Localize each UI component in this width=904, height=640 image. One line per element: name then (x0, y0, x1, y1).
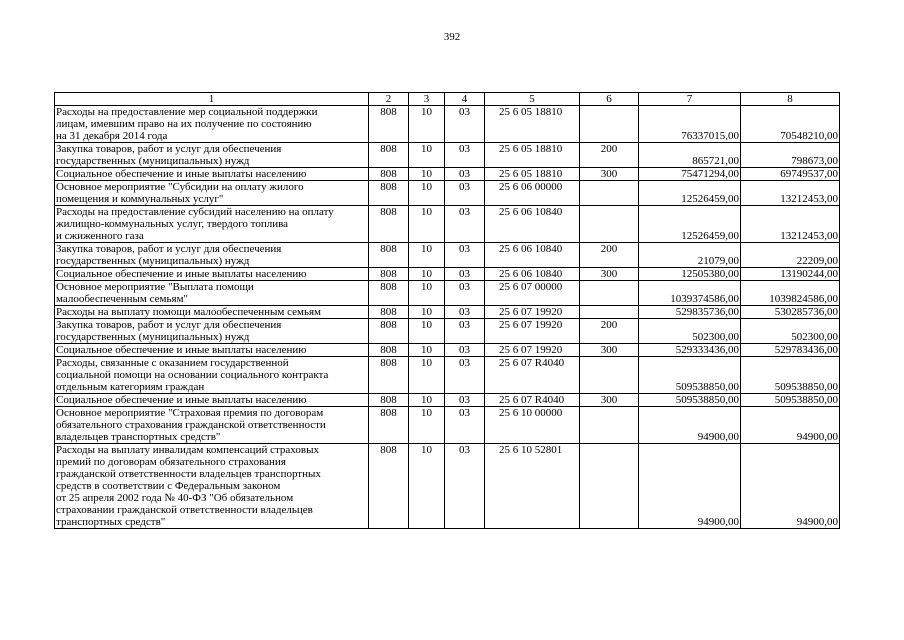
table-row (55, 319, 840, 344)
expense-name-cell: Расходы, связанные с оказанием государственной социальной помощи на основании социального контракта отдельным категориям граждан (55, 357, 369, 394)
expense-type-cell: 200 (580, 143, 639, 168)
expense-type-cell: 200 (580, 319, 639, 344)
table-row (55, 143, 840, 168)
amount-year2-cell: 798673,00 (741, 143, 840, 168)
header-cell: 3 (409, 93, 445, 106)
section-code-cell: 10 (409, 143, 445, 168)
amount-year2-cell: 509538850,00 (741, 357, 840, 394)
table-row (55, 407, 840, 444)
expense-name-cell: Расходы на предоставление субсидий населению на оплату жилищно-коммунальных услуг, твердого топлива и сжиженного газа (55, 206, 369, 243)
amount-year2-cell: 94900,00 (741, 444, 840, 529)
grbs-code-cell: 808 (369, 181, 409, 206)
table-row (55, 268, 840, 281)
amount-year2-cell: 69749537,00 (741, 168, 840, 181)
subsection-code-cell: 03 (445, 394, 485, 407)
target-article-cell: 25 6 10 00000 (485, 407, 580, 444)
amount-year1-cell: 12526459,00 (639, 206, 741, 243)
amount-year1-cell: 12526459,00 (639, 181, 741, 206)
subsection-code-cell: 03 (445, 319, 485, 344)
expense-name-cell: Социальное обеспечение и иные выплаты населению (55, 268, 369, 281)
subsection-code-cell: 03 (445, 281, 485, 306)
table-row (55, 106, 840, 143)
expense-type-cell (580, 206, 639, 243)
table-row (55, 206, 840, 243)
section-code-cell: 10 (409, 168, 445, 181)
table-row (55, 281, 840, 306)
grbs-code-cell: 808 (369, 143, 409, 168)
target-article-cell: 25 6 06 00000 (485, 181, 580, 206)
amount-year1-cell: 529333436,00 (639, 344, 741, 357)
subsection-code-cell: 03 (445, 444, 485, 529)
header-cell: 4 (445, 93, 485, 106)
target-article-cell: 25 6 06 10840 (485, 243, 580, 268)
grbs-code-cell: 808 (369, 268, 409, 281)
expense-type-cell: 300 (580, 344, 639, 357)
target-article-cell: 25 6 07 19920 (485, 319, 580, 344)
grbs-code-cell: 808 (369, 168, 409, 181)
expense-name-cell: Закупка товаров, работ и услуг для обеспечения государственных (муниципальных) нужд (55, 143, 369, 168)
amount-year1-cell: 76337015,00 (639, 106, 741, 143)
header-cell: 1 (55, 93, 369, 106)
table-row (55, 243, 840, 268)
grbs-code-cell: 808 (369, 407, 409, 444)
section-code-cell: 10 (409, 181, 445, 206)
subsection-code-cell: 03 (445, 106, 485, 143)
amount-year2-cell: 94900,00 (741, 407, 840, 444)
section-code-cell: 10 (409, 357, 445, 394)
expense-name-cell: Основное мероприятие "Страховая премия по договорам обязательного страхования гражданской ответственности владельцев транспортных средств" (55, 407, 369, 444)
budget-table (54, 92, 840, 529)
section-code-cell: 10 (409, 407, 445, 444)
table-row (55, 394, 840, 407)
expense-name-cell: Расходы на выплату помощи малообеспеченным семьям (55, 306, 369, 319)
grbs-code-cell: 808 (369, 444, 409, 529)
amount-year2-cell: 13212453,00 (741, 206, 840, 243)
expense-name-cell: Социальное обеспечение и иные выплаты населению (55, 394, 369, 407)
subsection-code-cell: 03 (445, 357, 485, 394)
subsection-code-cell: 03 (445, 407, 485, 444)
expense-name-cell: Социальное обеспечение и иные выплаты населению (55, 344, 369, 357)
expense-name-cell: Социальное обеспечение и иные выплаты населению (55, 168, 369, 181)
grbs-code-cell: 808 (369, 306, 409, 319)
target-article-cell: 25 6 06 10840 (485, 206, 580, 243)
grbs-code-cell: 808 (369, 243, 409, 268)
subsection-code-cell: 03 (445, 181, 485, 206)
amount-year1-cell: 529835736,00 (639, 306, 741, 319)
section-code-cell: 10 (409, 106, 445, 143)
expense-type-cell: 300 (580, 168, 639, 181)
header-cell: 2 (369, 93, 409, 106)
grbs-code-cell: 808 (369, 319, 409, 344)
subsection-code-cell: 03 (445, 306, 485, 319)
section-code-cell: 10 (409, 306, 445, 319)
target-article-cell: 25 6 05 18810 (485, 106, 580, 143)
amount-year2-cell: 70548210,00 (741, 106, 840, 143)
expense-name-cell: Закупка товаров, работ и услуг для обеспечения государственных (муниципальных) нужд (55, 243, 369, 268)
expense-type-cell (580, 306, 639, 319)
section-code-cell: 10 (409, 206, 445, 243)
amount-year1-cell: 75471294,00 (639, 168, 741, 181)
section-code-cell: 10 (409, 268, 445, 281)
grbs-code-cell: 808 (369, 106, 409, 143)
target-article-cell: 25 6 07 R4040 (485, 357, 580, 394)
subsection-code-cell: 03 (445, 268, 485, 281)
table-row (55, 344, 840, 357)
amount-year2-cell: 529783436,00 (741, 344, 840, 357)
table-header-row (55, 93, 840, 106)
amount-year1-cell: 865721,00 (639, 143, 741, 168)
grbs-code-cell: 808 (369, 206, 409, 243)
target-article-cell: 25 6 07 00000 (485, 281, 580, 306)
table-row (55, 444, 840, 529)
expense-type-cell: 300 (580, 394, 639, 407)
amount-year1-cell: 94900,00 (639, 444, 741, 529)
grbs-code-cell: 808 (369, 357, 409, 394)
target-article-cell: 25 6 07 19920 (485, 306, 580, 319)
section-code-cell: 10 (409, 344, 445, 357)
section-code-cell: 10 (409, 243, 445, 268)
section-code-cell: 10 (409, 444, 445, 529)
amount-year2-cell: 530285736,00 (741, 306, 840, 319)
section-code-cell: 10 (409, 394, 445, 407)
header-cell: 5 (485, 93, 580, 106)
amount-year2-cell: 13190244,00 (741, 268, 840, 281)
expense-name-cell: Основное мероприятие "Субсидии на оплату жилого помещения и коммунальных услуг" (55, 181, 369, 206)
page-number: 392 (443, 31, 461, 43)
expense-name-cell: Расходы на выплату инвалидам компенсаций страховых премий по договорам обязательного страхования гражданской ответственности владельцев транспортных средств в соответствии с Федеральным законом от 25 апреля 2002 года № 40-ФЗ "Об обязательном страховании гражданской ответственности владельцев транспортных средств" (55, 444, 369, 529)
amount-year1-cell: 12505380,00 (639, 268, 741, 281)
amount-year1-cell: 21079,00 (639, 243, 741, 268)
expense-type-cell: 300 (580, 268, 639, 281)
amount-year2-cell: 509538850,00 (741, 394, 840, 407)
expense-type-cell (580, 181, 639, 206)
target-article-cell: 25 6 06 10840 (485, 268, 580, 281)
expense-type-cell (580, 106, 639, 143)
expense-type-cell (580, 281, 639, 306)
target-article-cell: 25 6 07 19920 (485, 344, 580, 357)
amount-year1-cell: 1039374586,00 (639, 281, 741, 306)
expense-name-cell: Расходы на предоставление мер социальной поддержки лицам, имевшим право на их получение по состоянию на 31 декабря 2014 года (55, 106, 369, 143)
section-code-cell: 10 (409, 281, 445, 306)
amount-year1-cell: 502300,00 (639, 319, 741, 344)
subsection-code-cell: 03 (445, 344, 485, 357)
table-row (55, 181, 840, 206)
target-article-cell: 25 6 05 18810 (485, 143, 580, 168)
subsection-code-cell: 03 (445, 143, 485, 168)
expense-name-cell: Закупка товаров, работ и услуг для обеспечения государственных (муниципальных) нужд (55, 319, 369, 344)
section-code-cell: 10 (409, 319, 445, 344)
target-article-cell: 25 6 05 18810 (485, 168, 580, 181)
amount-year2-cell: 502300,00 (741, 319, 840, 344)
target-article-cell: 25 6 07 R4040 (485, 394, 580, 407)
amount-year1-cell: 509538850,00 (639, 357, 741, 394)
table-row (55, 306, 840, 319)
grbs-code-cell: 808 (369, 344, 409, 357)
amount-year1-cell: 509538850,00 (639, 394, 741, 407)
expense-name-cell: Основное мероприятие "Выплата помощи малообеспеченным семьям" (55, 281, 369, 306)
amount-year1-cell: 94900,00 (639, 407, 741, 444)
expense-type-cell (580, 444, 639, 529)
subsection-code-cell: 03 (445, 243, 485, 268)
header-cell: 8 (741, 93, 840, 106)
table-row (55, 168, 840, 181)
table-row (55, 357, 840, 394)
table-body (55, 106, 840, 529)
amount-year2-cell: 1039824586,00 (741, 281, 840, 306)
expense-type-cell: 200 (580, 243, 639, 268)
header-cell: 7 (639, 93, 741, 106)
expense-type-cell (580, 357, 639, 394)
amount-year2-cell: 22209,00 (741, 243, 840, 268)
target-article-cell: 25 6 10 52801 (485, 444, 580, 529)
grbs-code-cell: 808 (369, 281, 409, 306)
header-cell: 6 (580, 93, 639, 106)
expense-type-cell (580, 407, 639, 444)
subsection-code-cell: 03 (445, 168, 485, 181)
subsection-code-cell: 03 (445, 206, 485, 243)
amount-year2-cell: 13212453,00 (741, 181, 840, 206)
grbs-code-cell: 808 (369, 394, 409, 407)
